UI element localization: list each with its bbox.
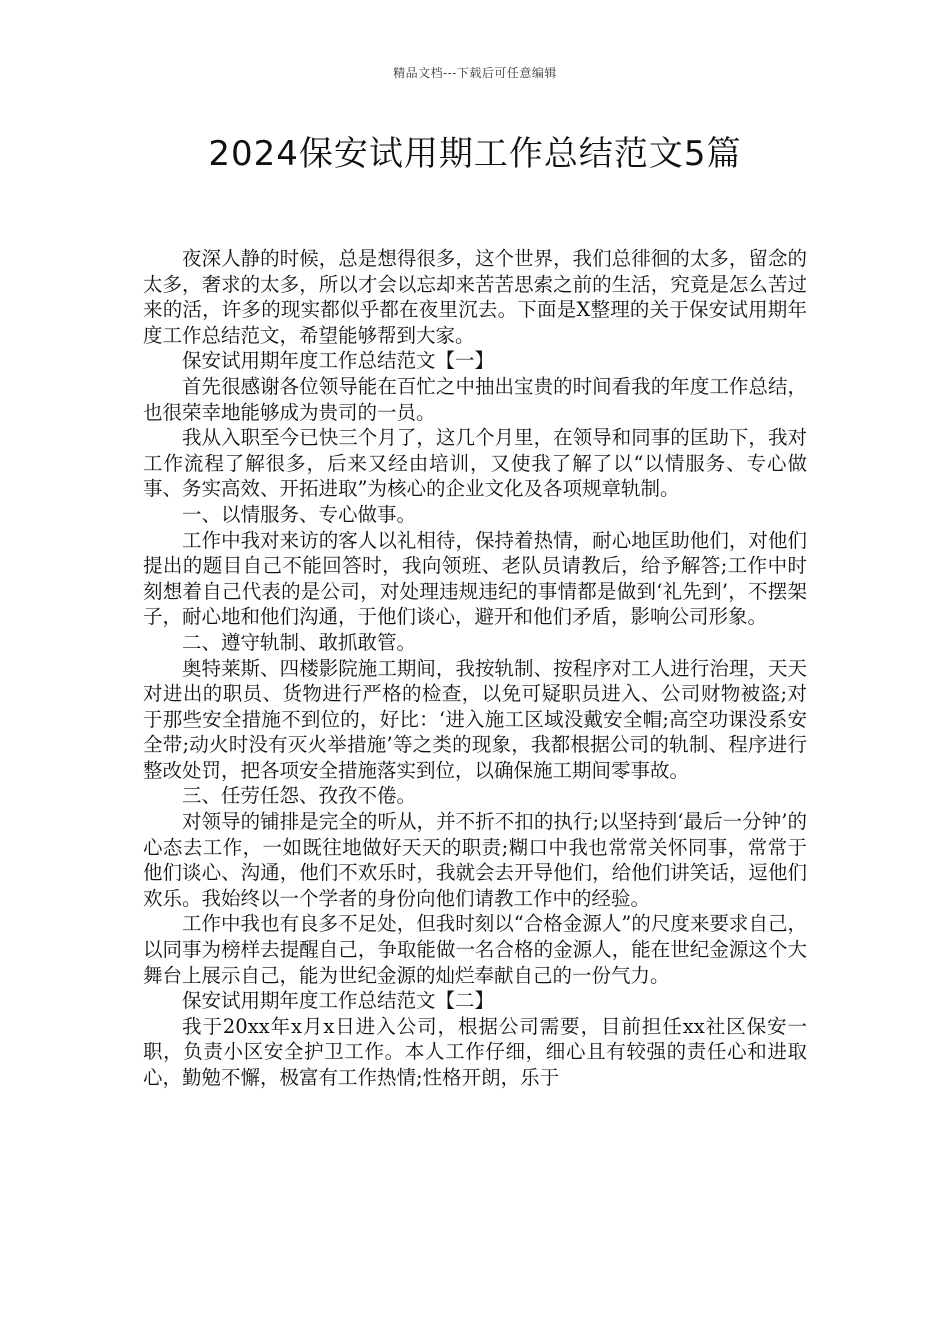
paragraph: 工作中我也有良多不足处，但我时刻以“合格金源人”的尺度来要求自己，以同事为榜样去提醒自己，争取能做一名合格的金源人，能在世纪金源这个大舞台上展示自己，能为世纪金源的灿烂奉献自己的一份气力。 [143, 912, 807, 987]
paragraph: 首先很感谢各位领导能在百忙之中抽出宝贵的时间看我的年度工作总结，也很荣幸地能够成为贵司的一员。 [143, 374, 807, 424]
section-heading-one: 保安试用期年度工作总结范文【一】 [182, 349, 495, 373]
paragraph: 我从入职至今已快三个月了，这几个月里，在领导和同事的匡助下，我对工作流程了解很多，后来又经由培训，又使我了解了以“以情服务、专心做事、务实高效、开拓进取”为核心的企业文化及各项规章轨制。 [143, 426, 807, 501]
page-header-note: 精品文档---下载后可任意编辑 [393, 66, 557, 80]
subheading: 一、以情服务、专心做事。 [182, 502, 417, 526]
paragraph: 对领导的铺排是完全的听从，并不折不扣的执行;以坚持到‘最后一分钟’的心态去工作，一如既往地做好天天的职责;糊口中我也常常关怀同事，常常于他们谈心、沟通，他们不欢乐时，我就会去开导他们，给他们讲笑话，逗他们欢乐。我始终以一个学者的身份向他们请教工作中的经验。 [143, 810, 807, 910]
paragraph: 我于20xx年x月x日进入公司，根据公司需要，目前担任xx社区保安一职，负责小区安全护卫工作。本人工作仔细，细心且有较强的责任心和进取心，勤勉不懈，极富有工作热情;性格开朗，乐于 [143, 1014, 807, 1089]
section-heading-two: 保安试用期年度工作总结范文【二】 [182, 989, 495, 1013]
paragraph: 工作中我对来访的客人以礼相待，保持着热情，耐心地匡助他们，对他们提出的题目自己不能回答时，我向领班、老队员请教后，给予解答;工作中时刻想着自己代表的是公司，对处理违规违纪的事情都是做到‘礼先到’，不摆架子，耐心地和他们沟通，于他们谈心，避开和他们矛盾，影响公司形象。 [143, 528, 807, 629]
paragraph: 奥特莱斯、四楼影院施工期间，我按轨制、按程序对工人进行治理，天天对进出的职员、货物进行严格的检查，以免可疑职员进入、公司财物被盗;对于那些安全措施不到位的，好比：‘进入施工区域没戴安全帽;高空功课没系安全带;动火时没有灭火举措施’等之类的现象，我都根据公司的轨制、程序进行整改处罚，把各项安全措施落实到位，以确保施工期间零事故。 [143, 656, 807, 782]
document-body [143, 246, 807, 1091]
document-title: 2024保安试用期工作总结范文5篇 [208, 134, 742, 174]
subheading: 三、任劳任怨、孜孜不倦。 [182, 784, 417, 808]
paragraph-intro: 夜深人静的时候，总是想得很多，这个世界，我们总徘徊的太多，留念的太多，奢求的太多，所以才会以忘却来苦苦思索之前的生活，究竟是怎么苦过来的活，许多的现实都似乎都在夜里沉去。下面是X整理的关于保安试用期年度工作总结范文，希望能够帮到大家。 [143, 247, 807, 347]
subheading: 二、遵守轨制、敢抓敢管。 [182, 630, 417, 654]
